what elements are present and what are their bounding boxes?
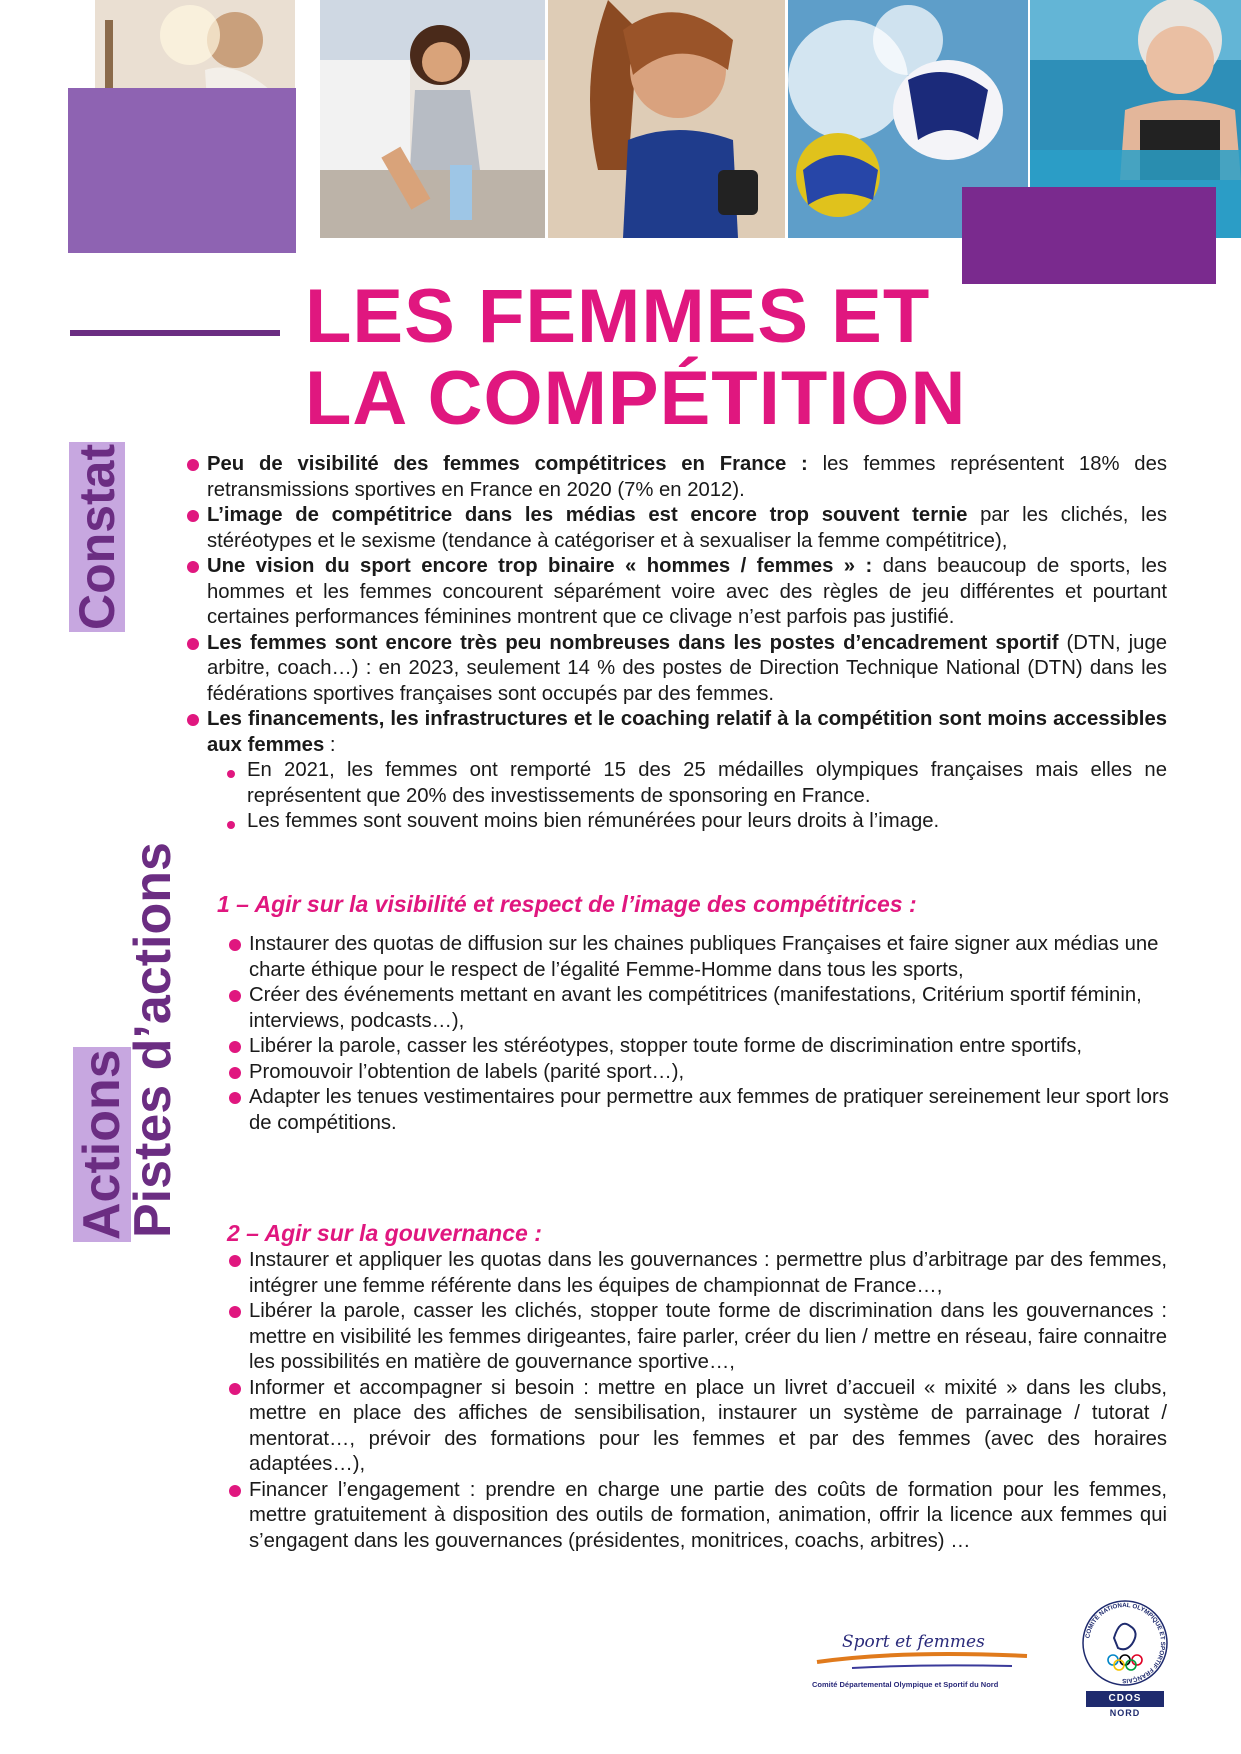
- nord-label: NORD: [1109, 1708, 1141, 1718]
- item-text: Financer l’engagement : prendre en charge une partie des coûts de formation pour les femmes, mettre gratuitement à disposition des outils de formation, animation, offrir la licence aux femmes qui s’engagent dans les gouvernances (présidentes, monitrices, coachs, arbitres) …: [249, 1478, 1167, 1552]
- list-item: [225, 1478, 1167, 1555]
- bullet-icon: [229, 1067, 241, 1079]
- list-item: [183, 452, 1167, 503]
- list-item: [225, 983, 1170, 1034]
- section2-list: [225, 1248, 1167, 1554]
- cdos-badge: CDOS: [1086, 1691, 1164, 1707]
- bullet-icon: [187, 714, 199, 726]
- list-item: [225, 1085, 1170, 1136]
- label-actions-text: Actions: [73, 1049, 131, 1240]
- bullet-icon: [229, 1485, 241, 1497]
- constat-bold: L’image de compétitrice dans les médias est encore trop souvent ternie: [207, 504, 968, 526]
- label-actions: [74, 1047, 130, 1242]
- list-item: [183, 631, 1167, 708]
- constat-text: (DTN, juge arbitre, coach…) : en 2023, seulement 14 % des postes de Direction Technique National (DTN) dans les fédérations sportives françaises sont occupés par des femmes.: [207, 631, 1167, 705]
- item-text: Créer des événements mettant en avant les compétitrices (manifestations, Critérium sportif féminin, interviews, podcasts…),: [249, 984, 1142, 1032]
- decorative-lilac-block: [68, 88, 296, 253]
- list-item: [183, 503, 1167, 554]
- constat-text: dans beaucoup de sports, les hommes et les femmes concourent séparément voire avec des règles de jeu différentes et pourtant certaines performances féminines montrent que ce clivage n’est parfois pas justifié.: [207, 555, 1167, 628]
- page-title: [305, 276, 966, 440]
- bullet-icon: [187, 638, 199, 650]
- item-text: Instaurer et appliquer les quotas dans les gouvernances : permettre plus d’arbitrage par des femmes, intégrer une femme référente dans les équipes de championnat de France…,: [249, 1249, 1167, 1297]
- cdos-full-name: Comité Départemental Olympique et Sportif du Nord: [812, 1680, 999, 1689]
- label-pistes-text: Pistes d’actions: [124, 842, 182, 1238]
- title-rule: [70, 330, 280, 336]
- cdos-nord-logo: [1080, 1598, 1170, 1723]
- section1-heading: 1 – Agir sur la visibilité et respect de l’image des compétitrices :: [217, 891, 917, 917]
- constat-text: les femmes représentent 18% des retransmissions sportives en France en 2020 (7% en 2012).: [207, 453, 1168, 501]
- sub-item-text: Les femmes sont souvent moins bien rémunérées pour leurs droits à l’image.: [247, 810, 940, 832]
- bullet-icon: [229, 939, 241, 951]
- item-text: Informer et accompagner si besoin : mettre en place un livret d’accueil « mixité » dans les clubs, mettre en place des affiches de sensibilisation, instaurer un système de parrainage / tutorat / mentorat…, prévoir des formations pour les femmes et par des femmes (avec des horaires adaptées…),: [249, 1376, 1167, 1475]
- item-text: Libérer la parole, casser les clichés, stopper toute forme de discrimination dans les gouvernances : mettre en visibilité les femmes dirigeantes, faire parler, créer du lien / mettre en réseau, faire connaitre les possibilités en matière de gouvernance sportive…,: [249, 1300, 1167, 1373]
- list-item: [225, 1060, 1170, 1086]
- constat-bold: Peu de visibilité des femmes compétitrices en France :: [207, 453, 808, 475]
- bullet-icon: [187, 510, 199, 522]
- bullet-icon: [229, 1383, 241, 1395]
- bullet-icon: [227, 770, 235, 778]
- item-text: Promouvoir l’obtention de labels (parité sport…),: [249, 1060, 685, 1083]
- bullet-icon: [229, 1041, 241, 1053]
- title-line-1: LES FEMMES ET: [305, 274, 931, 359]
- list-item: [225, 932, 1170, 983]
- constat-bold: Une vision du sport encore trop binaire « hommes / femmes » :: [207, 555, 873, 577]
- photo-girl-running: [320, 0, 545, 238]
- item-text: Instaurer des quotas de diffusion sur les chaines publiques Françaises et faire signer aux médias une charte éthique pour le respect de l’égalité Femme-Homme dans tous les sports,: [249, 933, 1159, 981]
- constat-bold: Les femmes sont encore très peu nombreuses dans les postes d’encadrement sportif: [207, 631, 1059, 654]
- sub-list-item: [223, 758, 1167, 809]
- constat-bold: Les financements, les infrastructures et le coaching relatif à la compétition sont moins accessibles aux femmes: [207, 708, 1167, 756]
- decorative-purple-block: [962, 187, 1216, 284]
- constat-text: par les clichés, les stéréotypes et le sexisme (tendance à catégoriser et à sexualiser la femme compétitrice),: [207, 504, 1167, 552]
- bullet-icon: [229, 990, 241, 1002]
- sub-item-text: En 2021, les femmes ont remporté 15 des 25 médailles olympiques françaises mais elles ne représentent que 20% des investissements de sponsoring en France.: [247, 759, 1167, 807]
- label-constat-text: Constat: [69, 443, 125, 630]
- bullet-icon: [187, 561, 199, 573]
- section1-list: [225, 932, 1170, 1136]
- constat-text: :: [324, 733, 336, 756]
- list-item: [225, 1376, 1167, 1478]
- item-text: Libérer la parole, casser les stéréotypes, stopper toute forme de discrimination entre sportifs,: [249, 1035, 1083, 1057]
- sport-et-femmes-logo: [812, 1620, 1037, 1700]
- list-item: [183, 707, 1167, 758]
- sub-list-item: [223, 809, 1167, 835]
- title-line-2: LA COMPÉTITION: [305, 356, 967, 441]
- bullet-icon: [227, 821, 235, 829]
- label-pistes: [125, 842, 181, 1238]
- photo-woman-jogging: [548, 0, 785, 238]
- bullet-icon: [187, 459, 199, 471]
- constat-list: [183, 452, 1167, 835]
- section2-heading: 2 – Agir sur la gouvernance :: [227, 1220, 542, 1246]
- list-item: [183, 554, 1167, 631]
- list-item: [225, 1299, 1167, 1376]
- bullet-icon: [229, 1092, 241, 1104]
- bullet-icon: [229, 1255, 241, 1267]
- list-item: [225, 1248, 1167, 1299]
- list-item: [225, 1034, 1170, 1060]
- cnosf-ring-text: COMITÉ NATIONAL OLYMPIQUE ET SPORTIF FRANÇAIS: [1084, 1601, 1167, 1685]
- label-constat: [70, 442, 124, 632]
- bullet-icon: [229, 1306, 241, 1318]
- item-text: Adapter les tenues vestimentaires pour permettre aux femmes de pratiquer sereinement leur sport lors de compétitions.: [249, 1086, 1169, 1134]
- sport-et-femmes-text: Sport et femmes: [842, 1632, 985, 1652]
